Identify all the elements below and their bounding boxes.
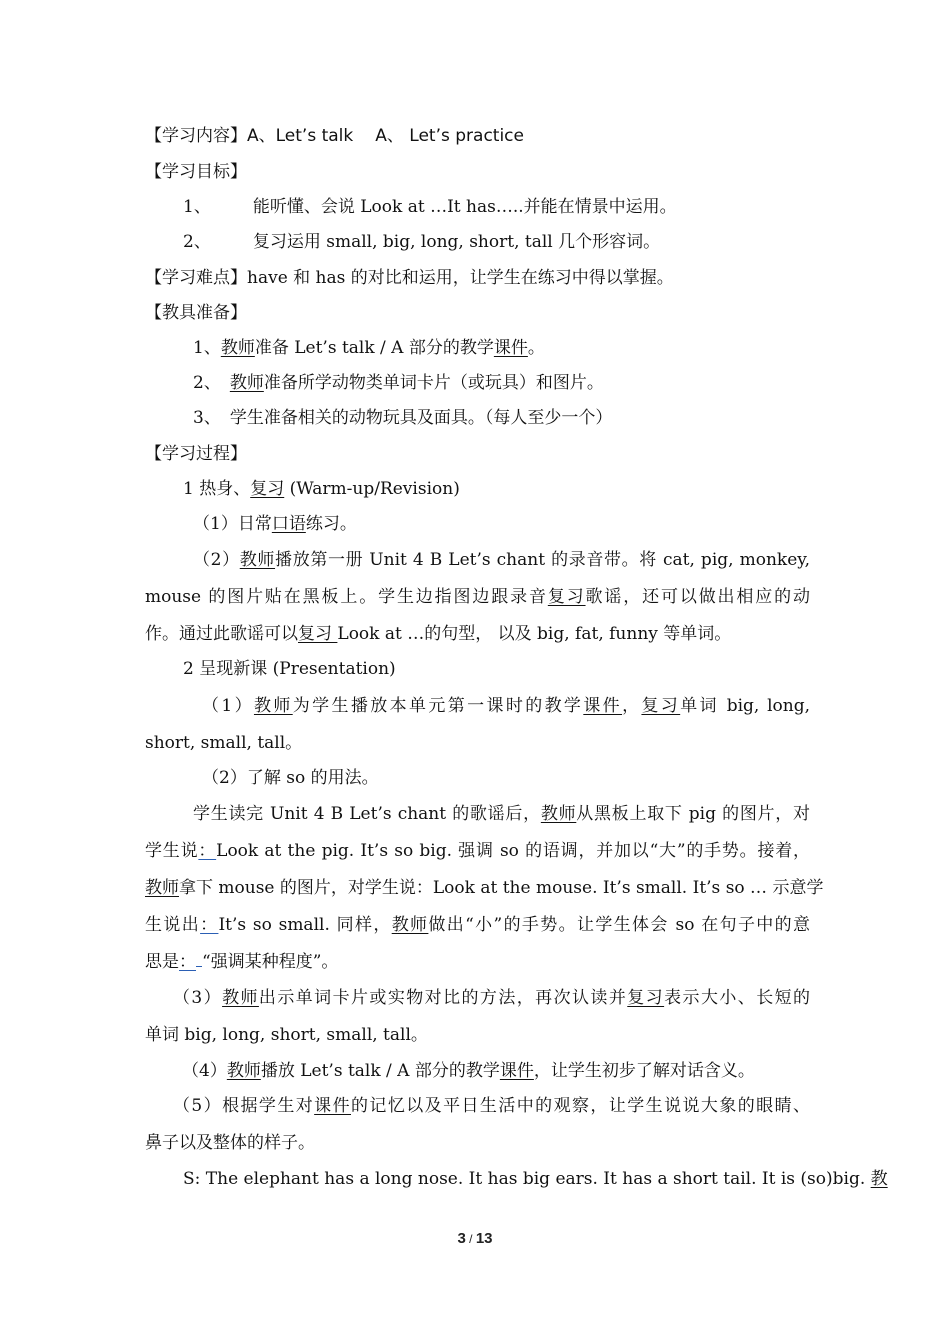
- link-colon[interactable]: ：: [198, 841, 217, 861]
- goal-text: 能听懂、会说 Look at …It has…..并能在情景中运用。: [252, 197, 677, 217]
- step1-item-1: [193, 514, 858, 534]
- step1-item-2-line2: [145, 587, 810, 607]
- s2-1-pre: （1）: [202, 696, 254, 716]
- link-teacher[interactable]: 教师: [253, 696, 293, 716]
- para-l1-post: 从黑板上取下 pig 的图片，对: [576, 804, 810, 824]
- content-line: [145, 126, 810, 146]
- page-separator: /: [469, 1232, 473, 1246]
- s2-4-pre: （4）: [182, 1061, 227, 1081]
- prep-link-teacher[interactable]: 教师: [229, 373, 264, 393]
- link-review[interactable]: 复习: [250, 479, 285, 499]
- difficulty-line: [145, 268, 810, 288]
- para-line1: [193, 804, 810, 824]
- s2-5-pre: （5）根据学生对: [173, 1096, 315, 1116]
- difficulty-text: have 和 has 的对比和运用，让学生在练习中得以掌握。: [247, 268, 674, 288]
- link-teacher[interactable]: 教师: [226, 1061, 261, 1081]
- page-current: 3: [457, 1230, 466, 1247]
- para-line4: [145, 915, 810, 935]
- s2-5-post: 的记忆以及平日生活中的观察，让学生说说大象的眼睛、: [351, 1096, 811, 1116]
- goal-text: 复习运用 small, big, long, short, tall 几个形容词。: [252, 232, 661, 252]
- s1-2-l2-post: 歌谣，还可以做出相应的动: [585, 587, 810, 607]
- link-teacher[interactable]: 教师: [391, 915, 429, 935]
- goal-number: 2、: [183, 232, 211, 252]
- para-l3-post: 拿下 mouse 的图片，对学生说：Look at the mouse. It’s small. It’s so … 示意学: [179, 878, 824, 898]
- prep-item-3: [193, 408, 858, 428]
- step1-pre: 1 热身、: [183, 479, 251, 499]
- prep-heading: 【教具准备】: [145, 303, 247, 323]
- link-teacher[interactable]: 教师: [222, 988, 259, 1008]
- s1-1-pre: （1）日常: [193, 514, 272, 534]
- goal-item-2: [183, 232, 848, 252]
- s1-2-pre: （2）: [193, 550, 240, 570]
- para-l5-post: “强调某种程度”。: [202, 952, 339, 972]
- para-l2-post: Look at the pig. It’s so big. 强调 so 的语调，并加以“大”的手势。接着，: [216, 841, 811, 861]
- page-total: 13: [475, 1230, 493, 1247]
- link-teacher-partial[interactable]: 教: [870, 1169, 888, 1189]
- prep-text: 准备 Let’s talk / A 部分的教学: [254, 338, 494, 358]
- dialog-line: [183, 1169, 888, 1189]
- link-courseware[interactable]: 课件: [583, 696, 623, 716]
- link-teacher[interactable]: 教师: [540, 804, 577, 824]
- link-teacher[interactable]: 教师: [239, 550, 276, 570]
- link-courseware[interactable]: 课件: [499, 1061, 534, 1081]
- step1-heading: [183, 479, 848, 499]
- step2-item-3-line2: 单词 big, long, short, small, tall。: [145, 1025, 428, 1045]
- page-number: [0, 1230, 950, 1247]
- goal-item-1: [183, 197, 848, 217]
- prep-number: 3、: [193, 408, 221, 428]
- step2-item-1-line2: short, small, tall。: [145, 733, 303, 753]
- s1-1-post: 练习。: [305, 514, 357, 534]
- prep-number: 1、: [193, 338, 221, 358]
- step2-item-4: [182, 1061, 847, 1081]
- step1-item-2-line1: [193, 550, 810, 570]
- para-l4-mid: It’s so small. 同样，: [218, 915, 392, 935]
- prep-link-teacher[interactable]: 教师: [220, 338, 255, 358]
- step2-item-1-line1: [202, 696, 810, 716]
- step2-item-5-line2: 鼻子以及整体的样子。: [145, 1133, 315, 1153]
- link-colon[interactable]: ：: [179, 952, 196, 972]
- s2-3-pre: （3）: [173, 988, 223, 1008]
- goals-heading: 【学习目标】: [145, 162, 247, 182]
- s1-2-l3-post: Look at …的句型， 以及 big, fat, funny 等单词。: [337, 624, 732, 644]
- prep-text: 学生准备相关的动物玩具及面具。（每人至少一个）: [229, 408, 613, 428]
- s2-1-mid: 为学生播放本单元第一课时的教学: [292, 696, 584, 716]
- para-line5: [145, 952, 810, 972]
- para-line2: [145, 841, 810, 861]
- link-review[interactable]: 复习: [627, 988, 665, 1008]
- prep-item-2: [193, 373, 858, 393]
- difficulty-label: 【学习难点】: [145, 268, 247, 288]
- s2-1-post: 单词 big, long,: [680, 696, 811, 716]
- link-review[interactable]: 复习: [547, 587, 586, 607]
- content-text-practice: A、 Let’s practice: [375, 126, 524, 146]
- process-heading: 【学习过程】: [145, 444, 247, 464]
- s2-4-mid: 播放 Let’s talk / A 部分的教学: [260, 1061, 500, 1081]
- prep-text: 准备所学动物类单词卡片（或玩具）和图片。: [263, 373, 604, 393]
- s1-2-l3-pre: 作。通过此歌谣可以: [145, 624, 298, 644]
- s2-3-mid: 出示单词卡片或实物对比的方法，再次认读并: [258, 988, 628, 1008]
- s2-4-post: ，让学生初步了解对话含义。: [533, 1061, 755, 1081]
- para-l5-pre: 思是: [145, 952, 179, 972]
- para-l2-pre: 学生说: [145, 841, 199, 861]
- s2-1-mid2: ，: [622, 696, 642, 716]
- para-l4-pre: 生说出: [145, 915, 201, 935]
- prep-number: 2、: [193, 373, 221, 393]
- step2-item-2: （2）了解 so 的用法。: [202, 768, 379, 788]
- goal-number: 1、: [183, 197, 211, 217]
- s1-2-post: 播放第一册 Unit 4 B Let’s chant 的录音带。将 cat, pig, monkey,: [275, 550, 811, 570]
- prep-link-courseware[interactable]: 课件: [493, 338, 528, 358]
- step2-item-5-line1: [173, 1096, 810, 1116]
- link-oral[interactable]: 口语: [271, 514, 306, 534]
- para-line3: [145, 878, 824, 898]
- prep-end: 。: [527, 338, 545, 358]
- step2-item-3-line1: [173, 988, 810, 1008]
- link-teacher[interactable]: 教师: [145, 878, 179, 898]
- prep-item-1: [193, 338, 858, 358]
- s1-2-l2-pre: mouse 的图片贴在黑板上。学生边指图边跟录音: [145, 587, 548, 607]
- step1-post: (Warm-up/Revision): [284, 479, 460, 499]
- link-courseware[interactable]: 课件: [314, 1096, 351, 1116]
- content-label: 【学习内容】: [145, 126, 247, 146]
- content-text-talk: A、Let’s talk: [247, 126, 354, 146]
- link-review[interactable]: 复习: [641, 696, 681, 716]
- step2-heading: 2 呈现新课 (Presentation): [183, 659, 396, 679]
- dialog-text: S: The elephant has a long nose. It has big ears. It has a short tail. It is (so)big.: [183, 1169, 871, 1189]
- s2-3-post: 表示大小、长短的: [664, 988, 811, 1008]
- step1-item-2-line3: [145, 624, 810, 644]
- link-review[interactable]: 复习: [298, 624, 338, 644]
- para-l4-post: 做出“小”的手势。让学生体会 so 在句子中的意: [428, 915, 811, 935]
- link-colon[interactable]: ：: [200, 915, 219, 935]
- para-l1-pre: 学生读完 Unit 4 B Let’s chant 的歌谣后，: [193, 804, 541, 824]
